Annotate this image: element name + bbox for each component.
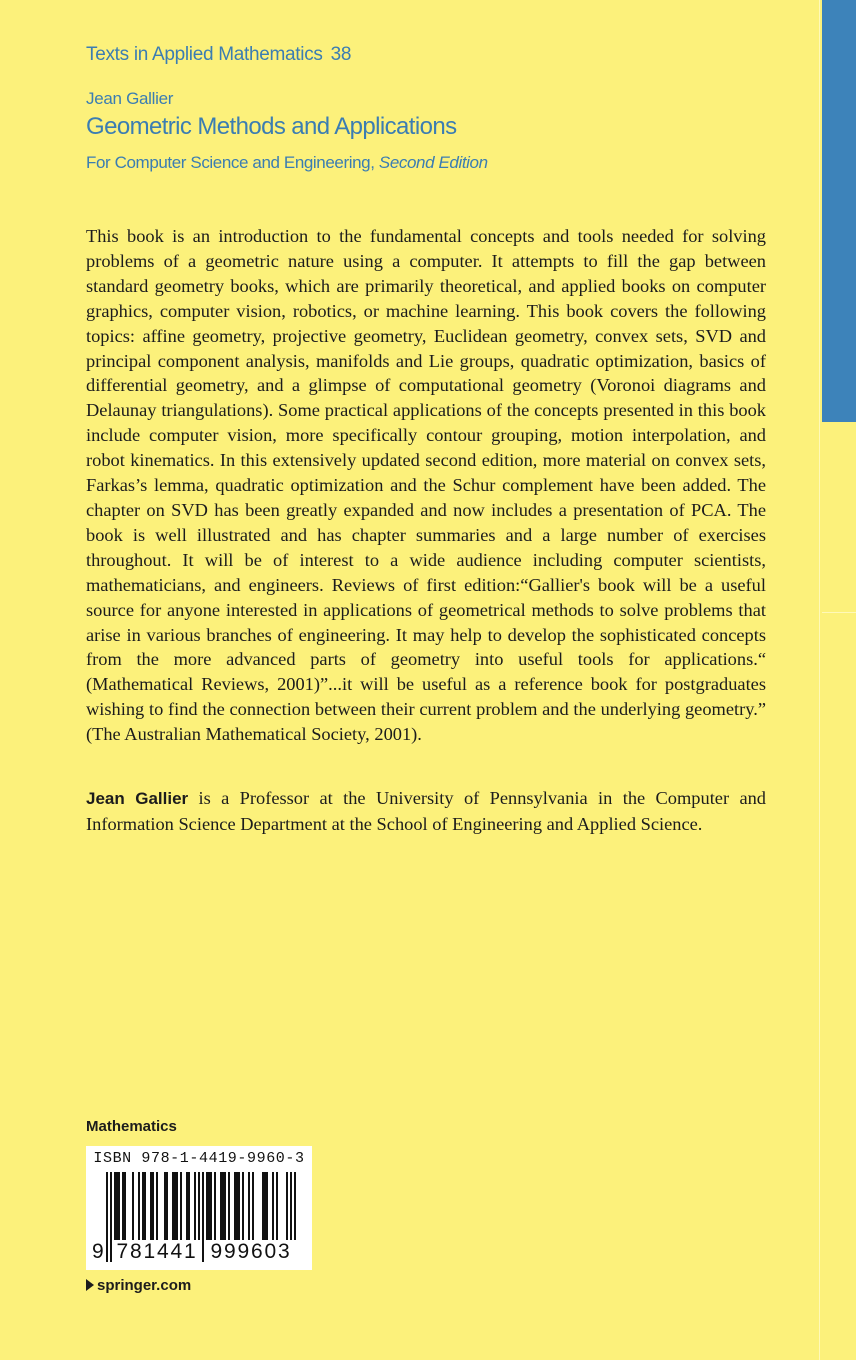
barcode-bar [124, 1172, 126, 1242]
barcode-bar [156, 1172, 158, 1242]
barcode-bar [276, 1172, 278, 1242]
series-title [86, 44, 351, 66]
barcode-bar [264, 1172, 266, 1242]
barcode-bar [132, 1172, 134, 1242]
barcode-bar [164, 1172, 166, 1242]
barcode-bar [166, 1172, 168, 1242]
barcode-bar [266, 1172, 268, 1242]
barcode-bar [224, 1172, 226, 1242]
subtitle-main: For Computer Science and Engineering, [86, 153, 375, 172]
ean-left-group: 781441 [112, 1240, 202, 1264]
arrow-right-icon [86, 1279, 94, 1291]
book-description: This book is an introduction to the fundamental concepts and tools needed for solving problems of a geometric nature using a computer. It attempts to fill the gap between standard geometry books, which are primarily theoretical, and applied books on computer graphics, computer vision, robotics, or machine learning. This book covers the following topics: affine geometry, projective geometry, Euclidean geometry, convex sets, SVD and principal component analysis, manifolds and Lie groups, quadratic optimization, basics of differential geometry, and a glimpse of computational geometry (Voronoi diagrams and Delaunay triangulations). Some practical applications of the concepts presented in this book include computer vision, more specifically contour grouping, motion interpolation, and robot kinematics. In this extensively updated second edition, more material on convex sets, Farkas’s lemma, quadratic optimization and the Schur complement have been added. The chapter on SVD has been greatly expanded and now includes a presentation of PCA. The book is well illustrated and has chapter summaries and a large number of exercises throughout. It will be of interest to a wide audience including computer scientists, mathematicians, and engineers. Reviews of first edition:“Gallier's book will be a useful source for anyone interested in applications of geometrical methods to solve problems that arise in various branches of engineering. It may help to develop the sophisticated concepts from the more advanced parts of geometry into useful tools for applications.“ (Mathematical Reviews, 2001)”...it will be useful as a reference book for postgraduates wishing to find the connection between their current problem and the underlying geometry.” (The Australian Mathematical Society, 2001). [86, 226, 766, 745]
bio-text: is a Professor at the University of Pennsylvania in the Computer and Information Science Department at the School of Engineering and Applied Science. [86, 788, 767, 834]
barcode-bar [220, 1172, 222, 1242]
author-bio [86, 786, 766, 837]
barcode-bar [144, 1172, 146, 1242]
spine-fold-line [819, 0, 820, 1360]
subtitle-edition: Second Edition [378, 153, 488, 172]
author-name: Jean Gallier [86, 89, 174, 108]
barcode-bar [152, 1172, 154, 1242]
barcode-bar [194, 1172, 196, 1242]
barcode-bar [252, 1172, 254, 1242]
barcode-bar [242, 1172, 244, 1242]
barcode-bar [272, 1172, 274, 1242]
publisher-website[interactable] [86, 1277, 191, 1294]
barcode-bar [180, 1172, 182, 1242]
bio-author-name: Jean Gallier [86, 789, 189, 808]
barcode-bar [228, 1172, 230, 1242]
barcode-bar [286, 1172, 288, 1242]
barcode-bar [118, 1172, 120, 1242]
barcode-bar [248, 1172, 250, 1242]
barcode-bar [186, 1172, 188, 1242]
barcode-bar [172, 1172, 174, 1242]
ean-first-digit: 9 [92, 1240, 104, 1263]
barcode-bar [114, 1172, 116, 1242]
barcode-bar [116, 1172, 118, 1242]
barcode-bar [238, 1172, 240, 1242]
subject-category: Mathematics [86, 1118, 177, 1135]
barcode-bar [222, 1172, 224, 1242]
website-label: springer.com [97, 1277, 192, 1294]
barcode-bar [122, 1172, 124, 1242]
barcode-bar [262, 1172, 264, 1242]
barcode-bar [174, 1172, 176, 1242]
barcode-bar [234, 1172, 236, 1242]
barcode-bar [236, 1172, 238, 1242]
barcode-bar [214, 1172, 216, 1242]
isbn-barcode [86, 1146, 312, 1270]
barcode-bar [150, 1172, 152, 1242]
book-title: Geometric Methods and Applications [86, 113, 457, 140]
series-name: Texts in Applied Mathematics [86, 44, 323, 65]
series-number: 38 [330, 44, 352, 65]
isbn-label: ISBN 978-1-4419-9960-3 [93, 1150, 305, 1167]
barcode-bar [138, 1172, 140, 1242]
ean-digits [86, 1240, 312, 1266]
barcode-bar [188, 1172, 190, 1242]
spine-divider [822, 612, 856, 613]
ean-right-group: 999603 [205, 1240, 297, 1264]
barcode-bar [210, 1172, 212, 1242]
barcode-bar [142, 1172, 144, 1242]
barcode-bar [176, 1172, 178, 1242]
barcode-bar [206, 1172, 208, 1242]
barcode-bar [208, 1172, 210, 1242]
book-subtitle [86, 153, 488, 173]
spine-color-band [822, 0, 856, 422]
